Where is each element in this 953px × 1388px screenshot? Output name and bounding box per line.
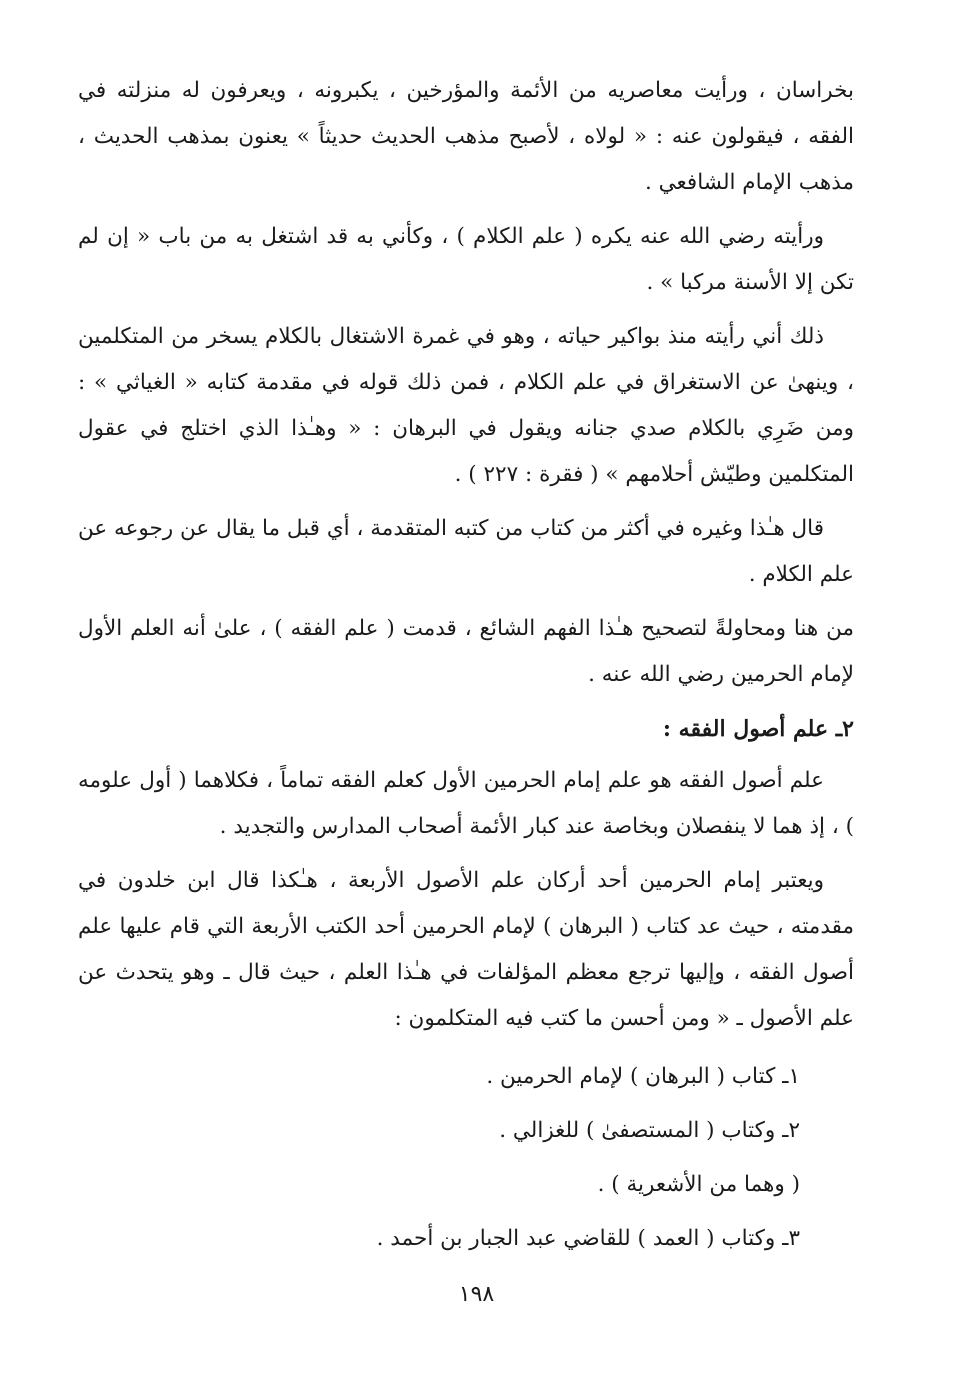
list-item: ٢ـ وكتاب ( المستصفىٰ ) للغزالي . — [499, 1118, 800, 1143]
paragraph-1: بخراسان ، ورأيت معاصريه من الأئمة والمؤرخين ، يكبرونه ، ويعرفون له منزلته في الفقه ، فيقولون عنه : « لولاه ، لأصبح مذهب الحديث حديثاً » يعنون بمذهب الحديث ، مذهب الإمام الشافعي . — [78, 78, 854, 195]
page-number: ١٩٨ — [458, 1282, 495, 1307]
paragraph-2: ورأيته رضي الله عنه يكره ( علم الكلام ) ، وكأني به قد اشتغل به من باب « إن لم تكن إلا الأسنة مركبا » . — [78, 224, 854, 295]
section-paragraph-1: علم أصول الفقه هو علم إمام الحرمين الأول كعلم الفقه تماماً ، فكلاهما ( أول علومه ) ، إذ هما لا ينفصلان وبخاصة عند كبار الأئمة أصحاب المدارس والتجديد . — [78, 768, 854, 839]
section-paragraph-2: ويعتبر إمام الحرمين أحد أركان علم الأصول الأربعة ، هـٰكذا قال ابن خلدون في مقدمته ، حيث عد كتاب ( البرهان ) لإمام الحرمين أحد الكتب الأربعة التي قام عليها علم أصول الفقه ، وإليها ترجع معظم المؤلفات في هـٰذا العلم ، حيث قال ـ وهو يتحدث عن علم الأصول ـ « ومن أحسن ما كتب فيه المتكلمون : — [78, 868, 854, 1031]
section-heading: ٢ـ علم أصول الفقه : — [662, 716, 854, 742]
books-list — [78, 1050, 854, 1266]
paragraph-4: قال هـٰذا وغيره في أكثر من كتاب من كتبه المتقدمة ، أي قبل ما يقال عن رجوعه عن علم الكلام . — [78, 516, 854, 587]
list-item: ١ـ كتاب ( البرهان ) لإمام الحرمين . — [486, 1064, 800, 1089]
list-item: ٣ـ وكتاب ( العمد ) للقاضي عبد الجبار بن أحمد . — [376, 1226, 800, 1251]
page-body — [78, 68, 854, 1266]
paragraph-5: من هنا ومحاولةً لتصحيح هـٰذا الفهم الشائع ، قدمت ( علم الفقه ) ، علىٰ أنه العلم الأول لإمام الحرمين رضي الله عنه . — [78, 616, 854, 687]
list-item: ( وهما من الأشعرية ) . — [597, 1172, 800, 1197]
paragraph-3: ذلك أني رأيته منذ بواكير حياته ، وهو في غمرة الاشتغال بالكلام يسخر من المتكلمين ، وينهىٰ عن الاستغراق في علم الكلام ، فمن ذلك قوله في مقدمة كتابه « الغياثي » : ومن ضَرِي بالكلام صدي جنانه ويقول في البرهان : « وهـٰذا الذي اختلج في عقول المتكلمين وطيّش أحلامهم » ( فقرة : ٢٢٧ ) . — [78, 324, 854, 487]
